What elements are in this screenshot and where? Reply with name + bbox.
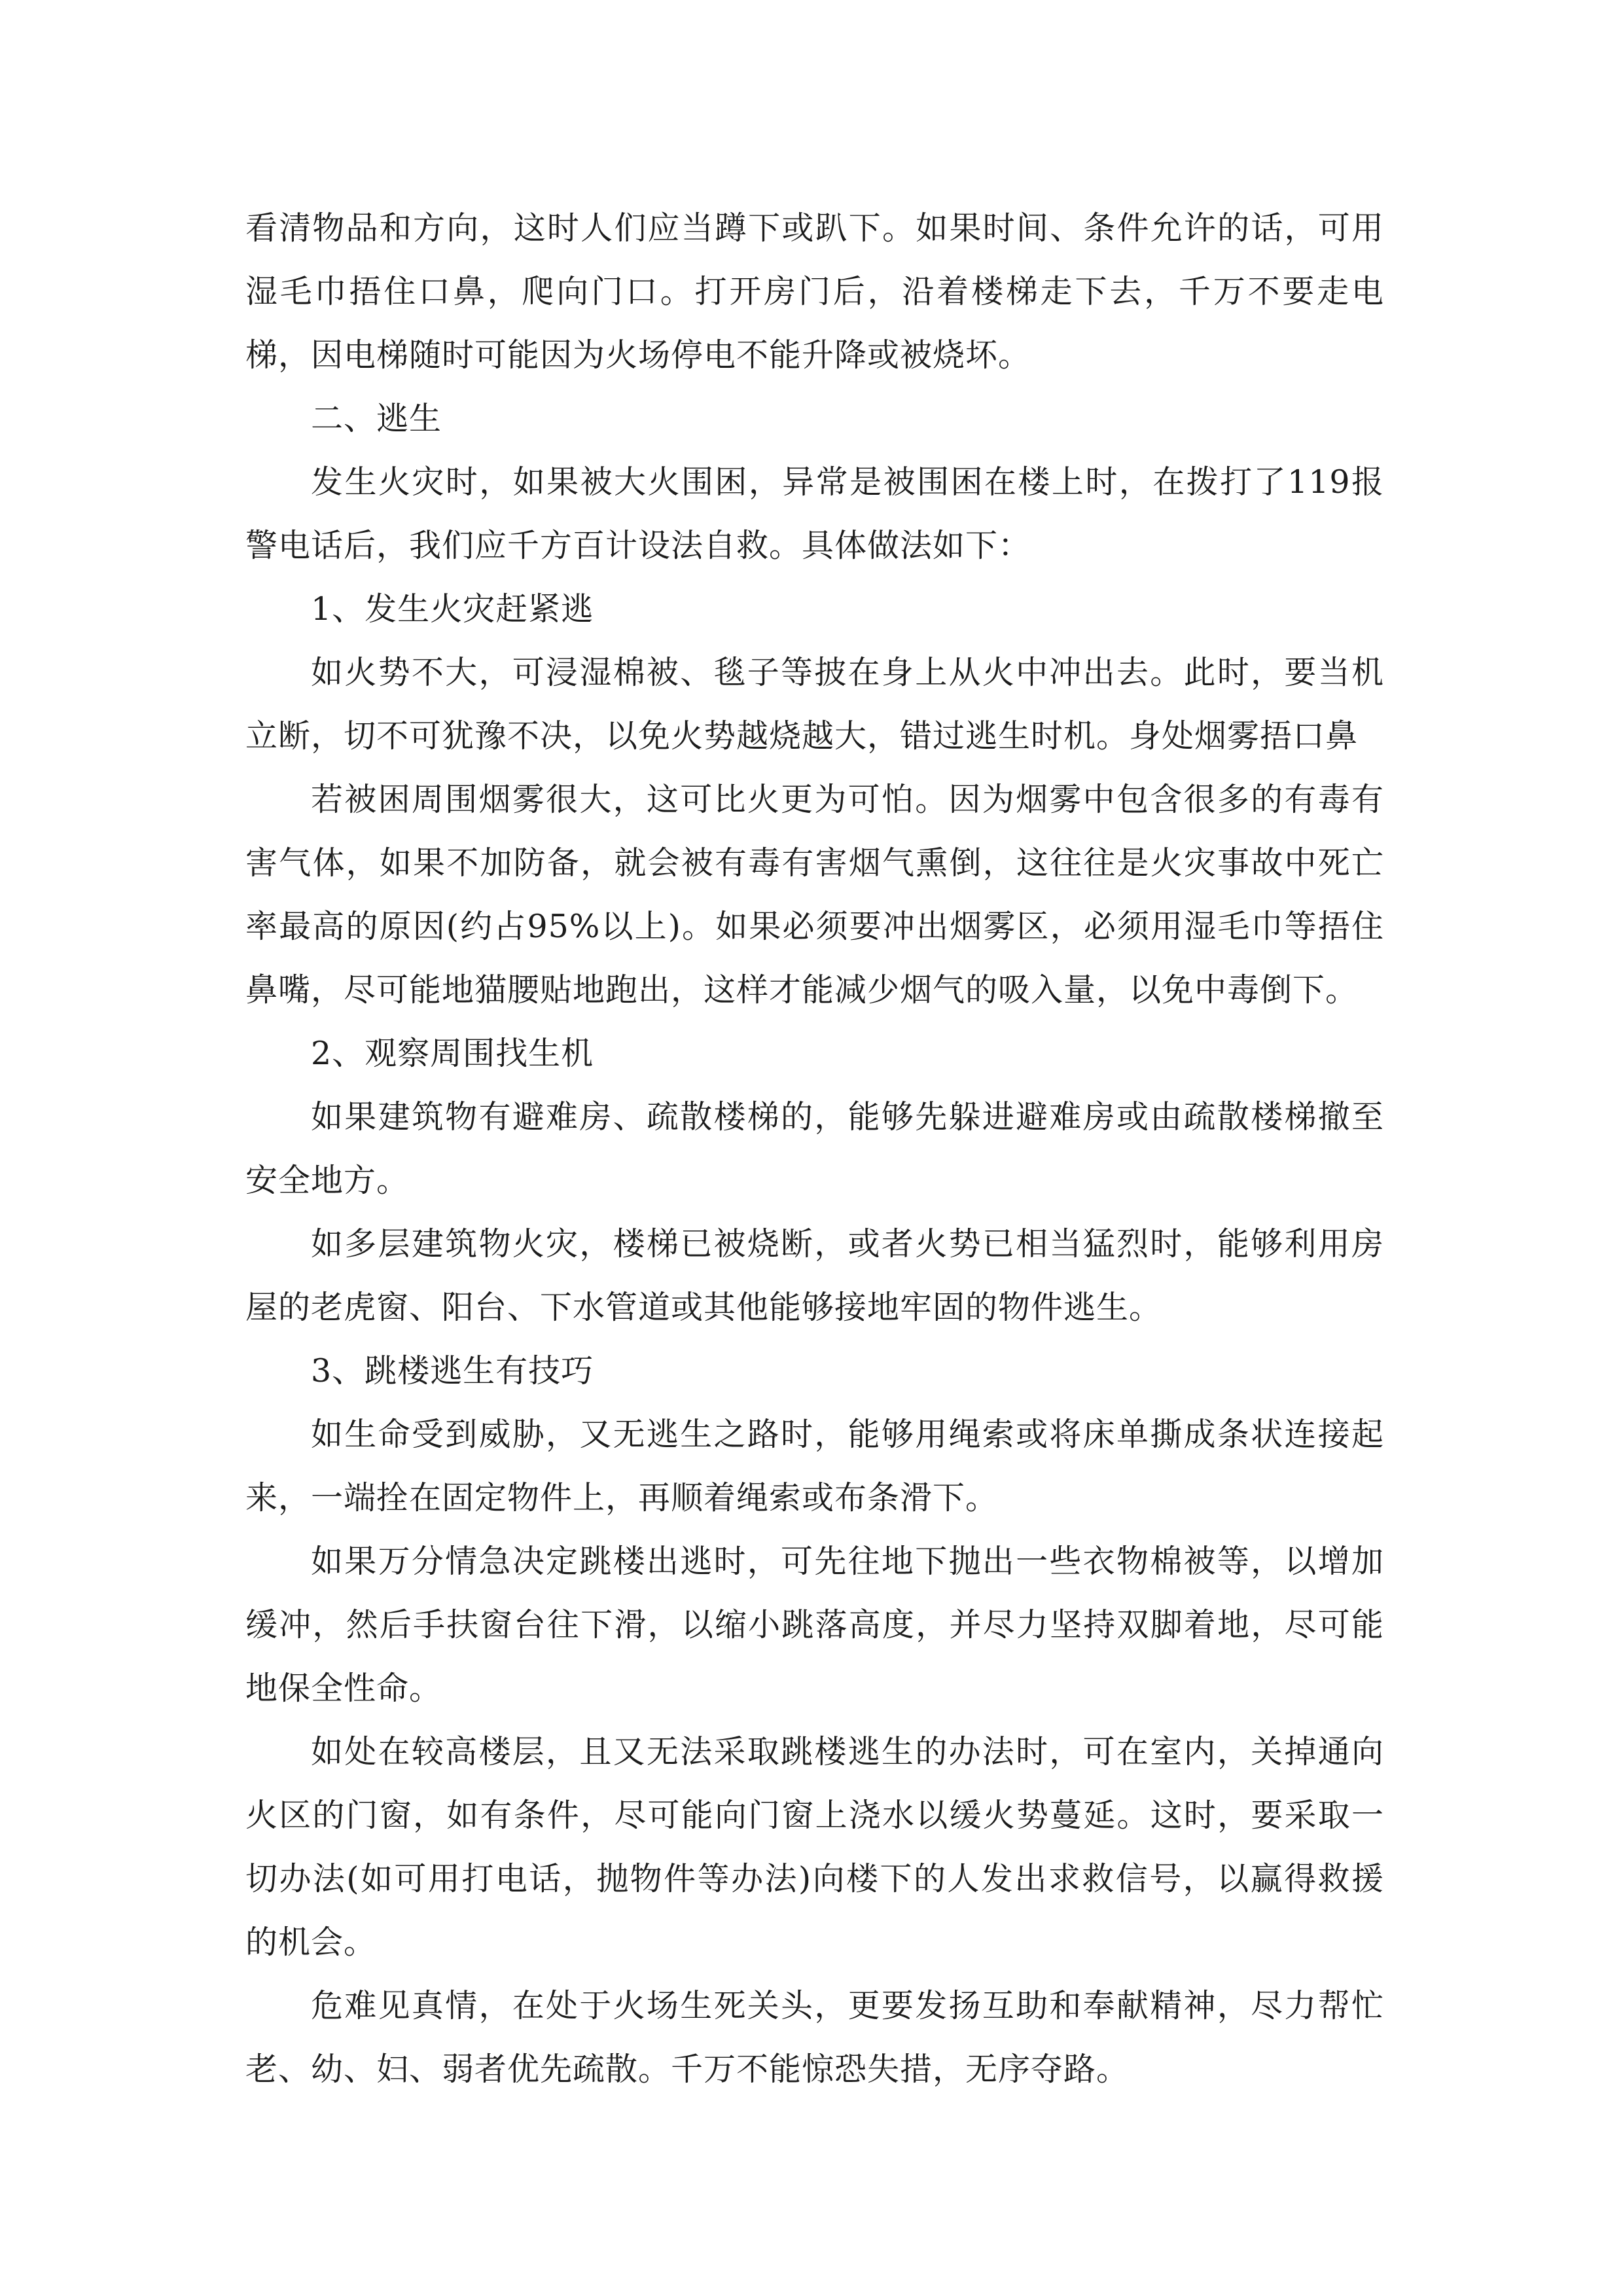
subheading-3: 3、跳楼逃生有技巧 bbox=[311, 1352, 594, 1390]
document-page bbox=[245, 196, 1384, 2101]
paragraph: 如生命受到威胁，又无逃生之路时，能够用绳索或将床单撕成条状连接起来，一端拴在固定物件上，再顺着绳索或布条滑下。 bbox=[245, 1416, 1384, 1516]
paragraph: 如多层建筑物火灾，楼梯已被烧断，或者火势已相当猛烈时，能够利用房屋的老虎窗、阳台、下水管道或其他能够接地牢固的物件逃生。 bbox=[245, 1225, 1384, 1326]
paragraph: 若被困周围烟雾很大，这可比火更为可怕。因为烟雾中包含很多的有毒有害气体，如果不加防备，就会被有毒有害烟气熏倒，这往往是火灾事故中死亡率最高的原因(约占95%以上)。如果必须要冲出烟雾区，必须用湿毛巾等捂住鼻嘴，尽可能地猫腰贴地跑出，这样才能减少烟气的吸入量，以免中毒倒下。 bbox=[245, 781, 1384, 1009]
section-heading-escape: 二、逃生 bbox=[311, 400, 442, 437]
paragraph: 如果建筑物有避难房、疏散楼梯的，能够先躲进避难房或由疏散楼梯撤至安全地方。 bbox=[245, 1098, 1384, 1199]
paragraph: 如果万分情急决定跳楼出逃时，可先往地下抛出一些衣物棉被等，以增加缓冲，然后手扶窗台往下滑，以缩小跳落高度，并尽力坚持双脚着地，尽可能地保全性命。 bbox=[245, 1543, 1384, 1707]
subheading-1: 1、发生火灾赶紧逃 bbox=[311, 590, 594, 628]
paragraph: 如处在较高楼层，且又无法采取跳楼逃生的办法时，可在室内，关掉通向火区的门窗，如有条件，尽可能向门窗上浇水以缓火势蔓延。这时，要采取一切办法(如可用打电话，抛物件等办法)向楼下的人发出求救信号，以赢得救援的机会。 bbox=[245, 1733, 1384, 1961]
subheading-2: 2、观察周围找生机 bbox=[311, 1035, 594, 1072]
paragraph-continued: 看清物品和方向，这时人们应当蹲下或趴下。如果时间、条件允许的话，可用湿毛巾捂住口鼻，爬向门口。打开房门后，沿着楼梯走下去，千万不要走电梯，因电梯随时可能因为火场停电不能升降或被烧坏。 bbox=[245, 209, 1384, 374]
paragraph: 危难见真情，在处于火场生死关头，更要发扬互助和奉献精神，尽力帮忙老、幼、妇、弱者优先疏散。千万不能惊恐失措，无序夺路。 bbox=[245, 1987, 1384, 2088]
paragraph: 如火势不大，可浸湿棉被、毯子等披在身上从火中冲出去。此时，要当机立断，切不可犹豫不决，以免火势越烧越大，错过逃生时机。身处烟雾捂口鼻 bbox=[245, 654, 1384, 755]
paragraph-intro: 发生火灾时，如果被大火围困，异常是被围困在楼上时，在拨打了119报警电话后，我们应千方百计设法自救。具体做法如下： bbox=[245, 463, 1384, 564]
